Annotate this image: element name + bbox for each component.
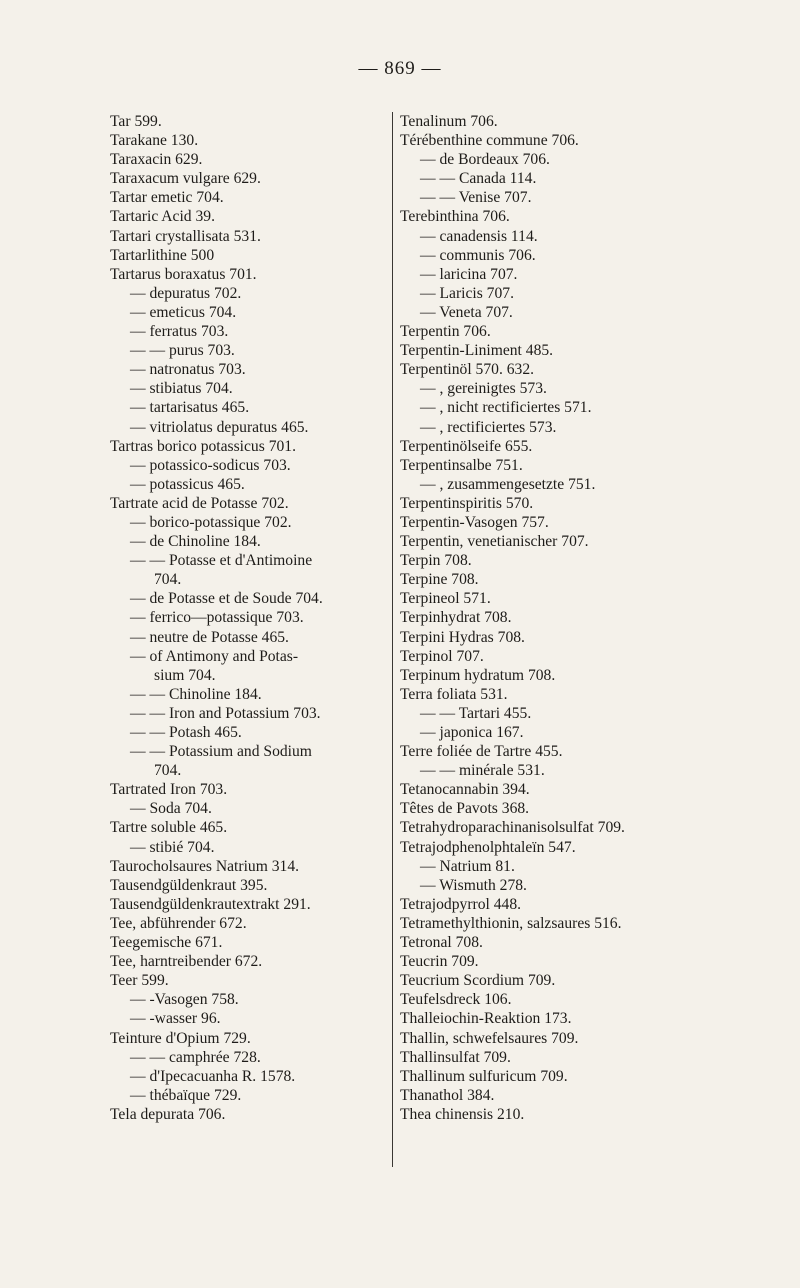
column-divider [392, 112, 393, 1167]
index-entry: Terpentin 706. [400, 323, 491, 341]
index-entry: sium 704. [154, 666, 216, 684]
index-entry: Tarakane 130. [110, 132, 199, 150]
index-entry: Terebinthina 706. [400, 208, 510, 226]
index-entry: Teucrin 709. [400, 953, 479, 971]
index-entry: Tar 599. [110, 113, 162, 130]
index-entry: — of Antimony and Potas- [130, 647, 299, 665]
index-entry: 704. [154, 762, 182, 780]
page-number: — 869 — [358, 58, 442, 79]
index-column-left [110, 112, 375, 1124]
index-entry: Terpentinsalbe 751. [400, 456, 523, 474]
index-entry: Thea chinensis 210. [400, 1105, 525, 1123]
index-entry: — , gereinigtes 573. [420, 380, 547, 398]
index-entry: Terpinum hydratum 708. [400, 666, 556, 684]
index-entry: — tartarisatus 465. [130, 399, 250, 417]
index-entry: Terpineol 571. [400, 590, 491, 608]
index-entry: — stibiatus 704. [130, 380, 233, 398]
index-entry: Terpin 708. [400, 552, 472, 570]
index-entry: — vitriolatus depuratus 465. [130, 418, 309, 436]
index-entry: Tee, abführender 672. [110, 914, 247, 932]
index-entry: — de Bordeaux 706. [420, 151, 550, 169]
index-entry: — de Chinoline 184. [130, 533, 261, 551]
index-entry: Terpentinöl 570. 632. [400, 361, 535, 379]
index-entry: — d'Ipecacuanha R. 1578. [130, 1067, 296, 1085]
index-entry: — potassico-sodicus 703. [130, 456, 291, 474]
index-entry: Têtes de Pavots 368. [400, 800, 530, 818]
index-entry: Teegemische 671. [110, 934, 223, 952]
index-entry: Terpini Hydras 708. [400, 628, 525, 646]
index-entry: Terpentin-Liniment 485. [400, 342, 554, 360]
index-entry: Thallin, schwefelsaures 709. [400, 1029, 579, 1047]
index-entry: Tartras borico potassicus 701. [110, 437, 296, 455]
index-entry: — neutre de Potasse 465. [130, 628, 289, 646]
index-entry: — borico-potassique 702. [130, 513, 292, 531]
index-entry: Taraxacin 629. [110, 151, 203, 169]
index-entry: Thallinsulfat 709. [400, 1048, 511, 1066]
index-entry: — Soda 704. [130, 800, 212, 818]
index-entry: — stibié 704. [130, 838, 215, 856]
index-entry: Tartrated Iron 703. [110, 781, 228, 799]
index-entry: — — Tartari 455. [420, 704, 532, 722]
index-entry: 704. [154, 571, 182, 589]
index-entry: Tausendgüldenkrautextrakt 291. [110, 895, 311, 913]
index-entry: — japonica 167. [420, 724, 524, 741]
index-entry: Terpinhydrat 708. [400, 609, 512, 627]
index-entry: Tetrajodphenolphtaleïn 547. [400, 838, 576, 856]
index-entry: — Veneta 707. [420, 303, 513, 321]
index-entry: Tetramethylthionin, salzsaures 516. [400, 914, 622, 932]
index-entry: Tela depurata 706. [110, 1105, 226, 1123]
index-entry: Tetronal 708. [400, 934, 483, 952]
index-entry: Terra foliata 531. [400, 685, 508, 703]
index-entry: Teinture d'Opium 729. [110, 1029, 251, 1047]
index-entry: — — camphrée 728. [130, 1048, 261, 1066]
index-entry: Tausendgüldenkraut 395. [110, 876, 268, 894]
index-entry: Tartarlithine 500 [110, 246, 215, 264]
index-entry: — canadensis 114. [420, 227, 538, 245]
index-entry: — -wasser 96. [130, 1010, 221, 1028]
index-entry: — , zusammengesetzte 751. [420, 475, 596, 493]
index-column-right [400, 112, 705, 1124]
index-entry: Tartrate acid de Potasse 702. [110, 494, 289, 512]
index-entry: — Laricis 707. [420, 284, 514, 302]
index-entry: Terpentin, venetianischer 707. [400, 533, 589, 551]
index-entry: Teucrium Scordium 709. [400, 972, 556, 990]
index-entry: — Wismuth 278. [420, 876, 527, 894]
index-entry: — laricina 707. [420, 265, 518, 283]
index-entry: Tartre soluble 465. [110, 819, 228, 837]
index-entry: Tetanocannabin 394. [400, 781, 530, 799]
index-entry: Tenalinum 706. [400, 113, 498, 130]
index-entry: Terpentinspiritis 570. [400, 494, 534, 512]
index-entry: — — Canada 114. [420, 170, 537, 188]
index-entry: — — Potasse et d'Antimoine [130, 552, 313, 570]
index-entry: — — Potassium and Sodium [130, 743, 312, 761]
index-entry: — Natrium 81. [420, 857, 515, 875]
index-entry: — communis 706. [420, 246, 536, 264]
index-entry: Térébenthine commune 706. [400, 132, 579, 150]
index-entry: — — Venise 707. [420, 189, 532, 207]
index-entry: Tartaric Acid 39. [110, 208, 215, 226]
index-entry: Teer 599. [110, 972, 169, 990]
index-entry: — -Vasogen 758. [130, 991, 239, 1009]
index-entry: Thalleiochin-Reaktion 173. [400, 1010, 572, 1028]
index-entry: — potassicus 465. [130, 475, 245, 493]
index-entry: Terpinol 707. [400, 647, 484, 665]
index-entry: Tee, harntreibender 672. [110, 953, 263, 971]
index-entry: Tetrahydroparachinanisolsulfat 709. [400, 819, 625, 837]
index-entry: Thanathol 384. [400, 1086, 495, 1104]
index-entry: Terpine 708. [400, 571, 479, 589]
index-entry: — natronatus 703. [130, 361, 246, 379]
index-entry: — — Iron and Potassium 703. [130, 704, 321, 722]
index-entry: — de Potasse et de Soude 704. [130, 590, 323, 608]
index-entry: Tetrajodpyrrol 448. [400, 895, 522, 913]
index-entry: — emeticus 704. [130, 303, 237, 321]
index-entry: Terpentin-Vasogen 757. [400, 513, 549, 531]
index-entry: — — Potash 465. [130, 724, 242, 741]
index-entry: Thallinum sulfuricum 709. [400, 1067, 568, 1085]
index-entry: — thébaïque 729. [130, 1086, 242, 1104]
index-entry: — , rectificiertes 573. [420, 418, 557, 436]
index-entry: Terpentinölseife 655. [400, 437, 533, 455]
index-entry: — ferrico—potassique 703. [130, 609, 304, 627]
index-entry: — — Chinoline 184. [130, 685, 262, 703]
index-entry: Tartarus boraxatus 701. [110, 265, 257, 283]
index-entry: — — minérale 531. [420, 762, 545, 780]
index-entry: Taraxacum vulgare 629. [110, 170, 261, 188]
index-entry: Teufelsdreck 106. [400, 991, 512, 1009]
index-entry: — , nicht rectificiertes 571. [420, 399, 592, 417]
index-entry: Taurocholsaures Natrium 314. [110, 857, 300, 875]
index-entry: Tartari crystallisata 531. [110, 227, 261, 245]
index-entry: Tartar emetic 704. [110, 189, 224, 207]
index-entry: Terre foliée de Tartre 455. [400, 743, 563, 761]
index-entry: — ferratus 703. [130, 323, 229, 341]
index-entry: — depuratus 702. [130, 284, 242, 302]
index-entry: — — purus 703. [130, 342, 235, 360]
